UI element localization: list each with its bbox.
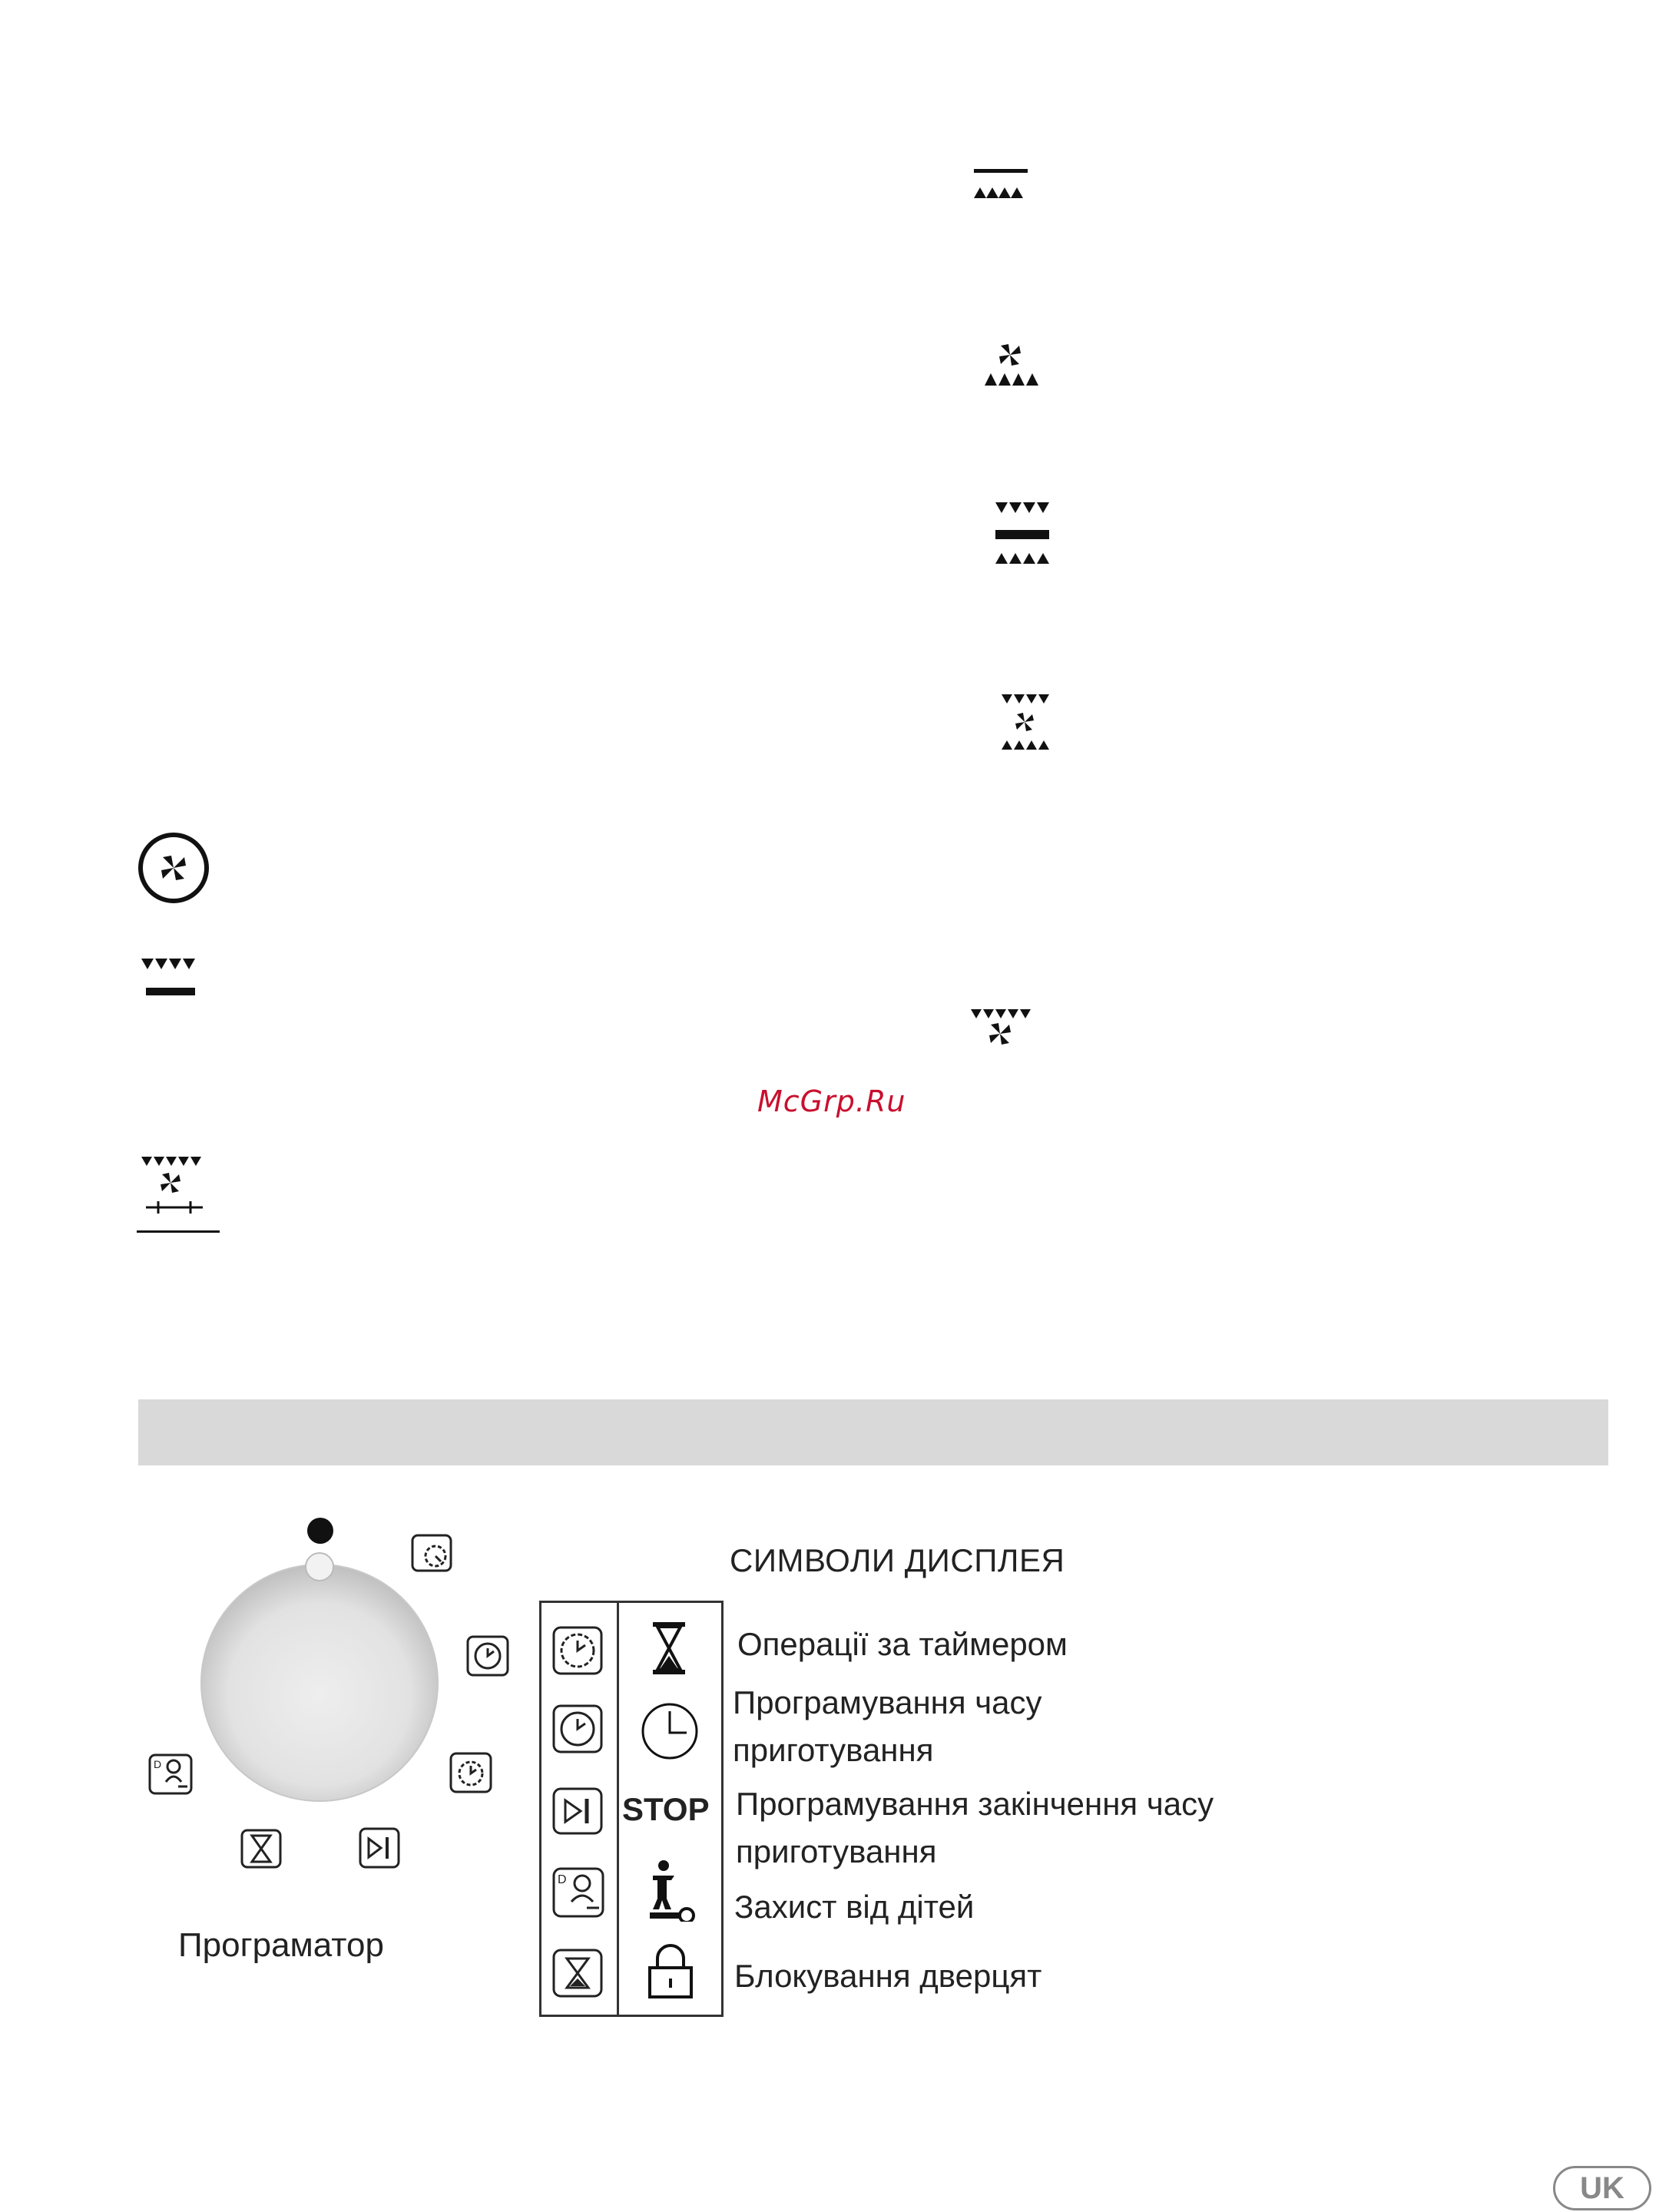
timer-clock-icon (551, 1625, 604, 1676)
table-divider (617, 1603, 619, 2015)
end-time-arrow-icon (358, 1826, 401, 1869)
hourglass-icon (651, 1621, 687, 1676)
svg-text:D: D (154, 1758, 162, 1770)
programmer-label: Програматор (178, 1926, 384, 1964)
row-description: Операції за таймером (737, 1626, 1068, 1662)
hourglass-box-icon (551, 1948, 604, 1998)
delayed-end-clock-icon (410, 1533, 455, 1575)
svg-text:D: D (558, 1873, 567, 1886)
top-bottom-heat-icon (991, 499, 1060, 568)
turbo-grill-icon (135, 1154, 227, 1238)
section-header-bar (138, 1399, 1608, 1465)
padlock-icon (645, 1942, 696, 2000)
row-description: Програмування закінчення часу приготування (736, 1786, 1214, 1869)
bottom-heat-fan-icon (982, 341, 1051, 390)
minute-minder-clock-icon (449, 1751, 493, 1794)
cooking-time-clock-icon (465, 1634, 510, 1677)
timer-hourglass-icon (240, 1828, 283, 1869)
top-heat-fan-icon (969, 166, 1034, 204)
display-symbols-title: СИМВОЛИ ДИСПЛЕЯ (730, 1542, 1065, 1578)
stop-icon: STOP (622, 1791, 710, 1827)
row-description: Програмування часу приготування (733, 1684, 1042, 1768)
row-description: Блокування дверцят (734, 1958, 1042, 1994)
child-lock-icon (147, 1753, 195, 1797)
child-key-icon (645, 1859, 699, 1922)
knob-indicator-dot-icon (306, 1516, 335, 1545)
fan-icon (137, 830, 214, 906)
top-bottom-heat-fan-icon (998, 691, 1060, 754)
grill-icon (138, 955, 207, 998)
end-time-arrow-icon (551, 1786, 604, 1836)
language-badge: UK (1553, 2166, 1651, 2210)
grill-fan-icon (968, 1006, 1037, 1052)
watermark: McGrp.Ru (757, 1084, 906, 1118)
cooking-time-clock-icon (551, 1704, 604, 1754)
row-description: Захист від дітей (734, 1889, 975, 1925)
clock-icon (639, 1700, 700, 1762)
child-lock-icon (551, 1866, 605, 1919)
